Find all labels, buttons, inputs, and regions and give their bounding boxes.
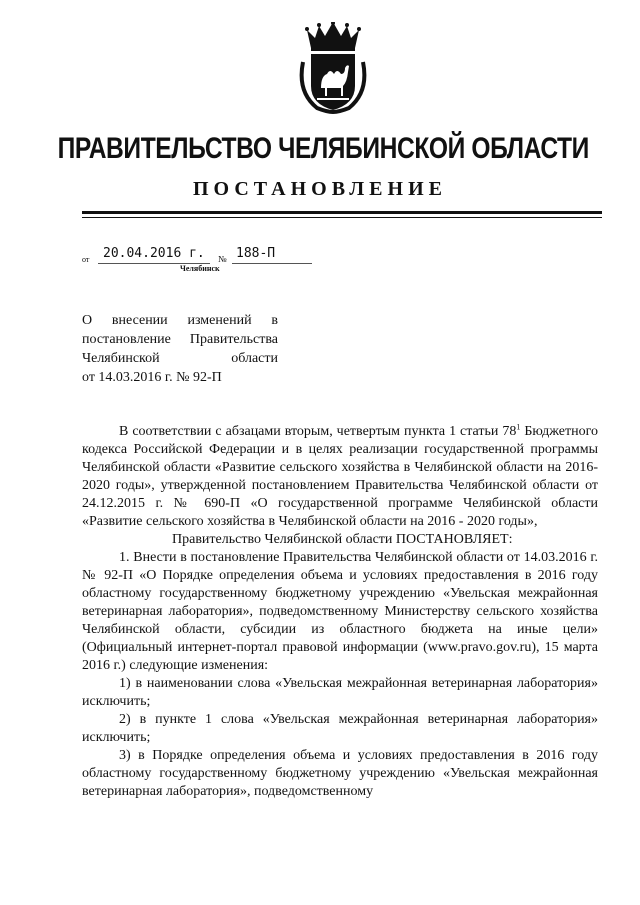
coat-of-arms-icon: [297, 22, 369, 114]
document-number: 188-П: [236, 246, 276, 261]
body-paragraph-subitem-1: 1) в наименовании слова «Увельская межрайонная ветеринарная лаборатория» исключить;: [82, 676, 598, 709]
subject-line: О внесении изменений в: [82, 313, 278, 328]
footnote-superscript: 1: [516, 422, 521, 432]
body-paragraph-subitem-2: 2) в пункте 1 слова «Увельская межрайонная ветеринарная лаборатория» исключить;: [82, 712, 598, 745]
body-paragraph-resolves: Правительство Челябинской области ПОСТАНОВЛЯЕТ:: [172, 532, 513, 547]
header-rule-thick: [82, 211, 602, 214]
document-date: 20.04.2016 г.: [103, 246, 205, 261]
subject-line: Челябинской области: [82, 351, 278, 366]
header-rule-thin: [82, 217, 602, 218]
number-prefix: №: [218, 254, 227, 264]
number-underline: [232, 263, 312, 264]
document-body: [82, 423, 598, 801]
subject-line: постановление Правительства: [82, 332, 278, 347]
body-paragraph-preamble: В соответствии с абзацами вторым, четвертым пункта 1 статьи $78^1$ Бюджетного кодекса Российской Федерации и в целях реализации государственной программы Челябинской области «Развитие сельского хозяйства в Челябинской области на 2016-2020 годы», утвержденной постановлением Правительства Челябинской области от 24.12.2015 г. № 690-П «О государственной программе Челябинской области «Развитие сельского хозяйства в Челябинской области на 2016 - 2020 годы»,: [82, 422, 598, 529]
city-name: Челябинск: [180, 264, 220, 273]
body-paragraph-item-1: 1. Внести в постановление Правительства Челябинской области от 14.03.2016 г. № 92-П «О Порядке определения объема и условиях предоставления в 2016 году областному государственному бюджетному учреждению «Увельская межрайонная ветеринарная лаборатория», подведомственному Министерству сельского хозяйства Челябинской области, субсидии из областного бюджета на иные цели» (Официальный интернет-портал правовой информации (www.pravo.gov.ru), 15 марта 2016 г.) следующие изменения:: [82, 550, 598, 673]
date-prefix: от: [82, 255, 90, 264]
government-name: ПРАВИТЕЛЬСТВО ЧЕЛЯБИНСКОЙ ОБЛАСТИ: [57, 132, 589, 165]
body-paragraph-subitem-3: 3) в Порядке определения объема и условиях предоставления в 2016 году областному государственному бюджетному учреждению «Увельская межрайонная ветеринарная лаборатория», подведомственному: [82, 748, 598, 799]
document-type: ПОСТАНОВЛЕНИЕ: [193, 178, 447, 200]
document-subject: [82, 311, 278, 387]
subject-line: от 14.03.2016 г. № 92-П: [82, 370, 222, 385]
